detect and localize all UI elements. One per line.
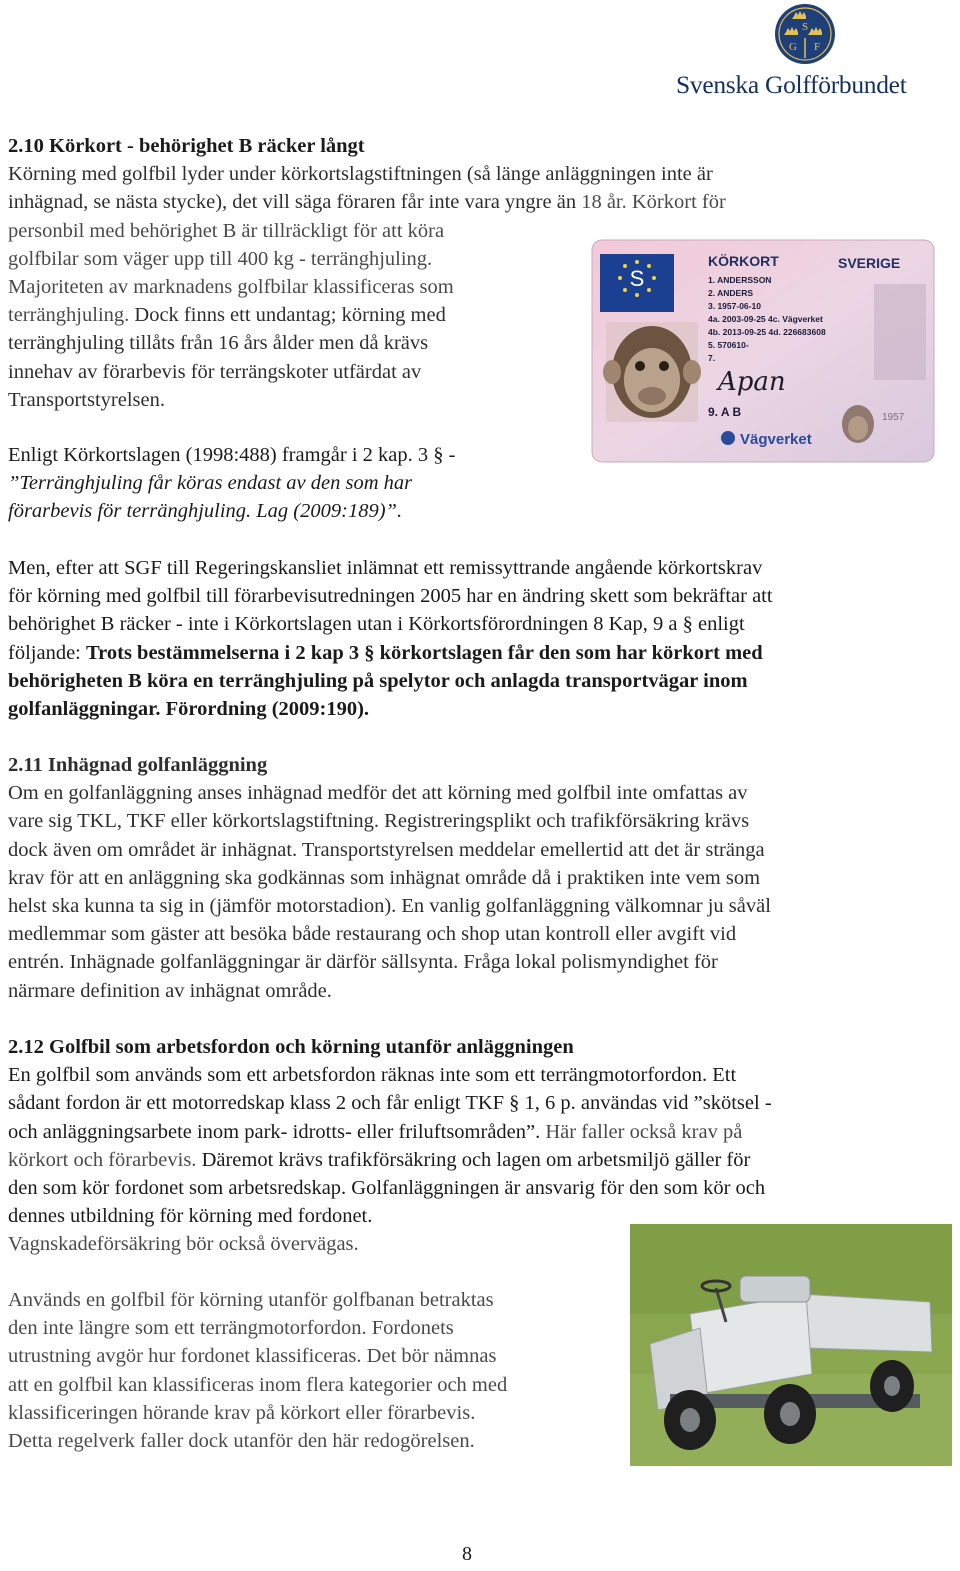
- s212-p2-line5: klassificeringen hörande krav på körkort eller förarbevis.: [8, 1401, 476, 1424]
- s210-line9: Transportstyrelsen.: [8, 388, 165, 411]
- crest-letter-g: G: [789, 41, 797, 53]
- section-2-12-paragraph2: [8, 1286, 507, 1455]
- law-line3: förarbevis för terränghjuling. Lag (2009:189)”.: [8, 500, 403, 523]
- men-line5: behörigheten B köra en terränghjuling på spelytor och anlagda transportvägar inom: [8, 669, 748, 692]
- card-field-7: 7.: [708, 353, 716, 363]
- s211-line7: entrén. Inhägnade golfanläggningar är därför sällsynta. Fråga lokal polismyndighet för: [8, 951, 718, 974]
- section-2-12-heading: 2.12 Golfbil som arbetsfordon och körning utanför anläggningen: [8, 1036, 574, 1058]
- paragraph-regulation: [8, 554, 773, 723]
- law-line1: Enligt Körkortslagen (1998:488) framgår i 2 kap. 3 § -: [8, 444, 456, 466]
- men-line6: golfanläggningar. Förordning (2009:190).: [8, 698, 370, 721]
- s212-line1: En golfbil som används som ett arbetsfordon räknas inte som ett terrängmotorfordon. Ett: [8, 1064, 737, 1087]
- crest-letter-s: S: [801, 21, 809, 33]
- card-issuer: Vägverket: [740, 431, 812, 448]
- s210-line1: Körning med golfbil lyder under körkortslagstiftningen (så länge anläggningen inte är: [8, 163, 713, 186]
- card-country: SVERIGE: [838, 255, 901, 271]
- s210-line3: personbil med behörighet B är tillräckligt för att köra: [8, 219, 445, 242]
- s211-line1: Om en golfanläggning anses inhägnad medför det att körning med golfbil inte omfattas av: [8, 782, 748, 805]
- men-line2: för körning med golfbil till förarbevisutredningen 2005 har en ändring skett som bekräftar att: [8, 585, 773, 608]
- section-2-11: [8, 751, 771, 1005]
- s212-p2-line2: den inte längre som ett terrängmotorfordon. Fordonets: [8, 1317, 454, 1340]
- card-field-9: 9. A B: [708, 405, 742, 419]
- org-logo: [676, 2, 936, 98]
- s212-line4: körkort och förarbevis. Däremot krävs trafikförsäkring och lagen om arbetsmiljö gäller för: [8, 1148, 751, 1171]
- s210-line6: terränghjuling. Dock finns ett undantag; körning med: [8, 304, 446, 327]
- s212-line3: och anläggningsarbete inom park- idrotts- eller friluftsområden”. Här faller också krav på: [8, 1120, 743, 1143]
- men-line3: behörighet B räcker - inte i Körkortslagen utan i Körkortsförordningen 8 Kap, 9 a § enligt: [8, 613, 745, 636]
- s211-line2: vare sig TKL, TKF eller körkortslagstiftning. Registreringsplikt och trafikförsäkring krävs: [8, 810, 750, 833]
- s212-p2-line1: Används en golfbil för körning utanför golfbanan betraktas: [8, 1289, 494, 1311]
- card-field-2: 2. ANDERS: [708, 288, 754, 298]
- s212-p2-line6: Detta regelverk faller dock utanför den här redogörelsen.: [8, 1430, 475, 1453]
- s210-line7: terränghjuling tillåts från 16 års ålder men då krävs: [8, 332, 429, 355]
- card-field-4a: 4a. 2003-09-25 4c. Vägverket: [708, 314, 823, 324]
- card-field-5: 5. 570610-: [708, 340, 749, 350]
- drivers-license-image: [590, 238, 936, 464]
- card-small-year: 1957: [882, 412, 905, 423]
- section-2-11-heading: 2.11 Inhägnad golfanläggning: [8, 754, 268, 776]
- s210-line4: golfbilar som väger upp till 400 kg - terränghjuling.: [8, 247, 433, 270]
- s212-p2-line3: utrustning avgör hur fordonet klassificeras. Det bör nämnas: [8, 1345, 497, 1368]
- s212-line7: Vagnskadeförsäkring bör också övervägas.: [8, 1233, 359, 1256]
- card-field-3: 3. 1957-06-10: [708, 301, 761, 311]
- s211-line5: helst ska kunna ta sig in (jämför motorstadion). En vanlig golfanläggning välkomnar ju såväl: [8, 895, 771, 918]
- section-2-10-heading: 2.10 Körkort - behörighet B räcker långt: [8, 135, 365, 157]
- s211-line8: närmare definition av inhägnat område.: [8, 979, 332, 1002]
- s212-line2: sådant fordon är ett motorredskap klass 2 och får enligt TKF § 1, 6 p. användas vid ”skötsel -: [8, 1092, 772, 1115]
- s211-line4: krav för att en anläggning ska godkännas som inhägnat område då i praktiken inte vem som: [8, 866, 761, 889]
- s210-line5: Majoriteten av marknadens golfbilar klassificeras som: [8, 276, 454, 299]
- s212-p2-line4: att en golfbil kan klassificeras inom flera kategorier och med: [8, 1373, 508, 1396]
- s211-line6: medlemmar som gäster att besöka både restaurang och shop utan kontroll eller avgift vid: [8, 923, 737, 946]
- s210-line2: inhägnad, se nästa stycke), det vill säga föraren får inte vara yngre än 18 år. Körkort för: [8, 191, 726, 214]
- crest-icon: [772, 2, 838, 66]
- s210-line8: innehav av förarbevis för terrängskoter utfärdat av: [8, 360, 422, 383]
- org-name: Svenska Golfförbundet: [676, 70, 907, 99]
- men-line4: följande: Trots bestämmelserna i 2 kap 3 § körkortslagen får den som har körkort med: [8, 641, 763, 664]
- s212-line6: dennes utbildning för körning med fordonet.: [8, 1205, 373, 1228]
- men-line1: Men, efter att SGF till Regeringskansliet inlämnat ett remissyttrande angående körkortskrav: [8, 557, 763, 579]
- card-title: KÖRKORT: [708, 253, 779, 269]
- portrait-photo: [603, 322, 701, 422]
- s211-line3: dock även om området är inhägnat. Transportstyrelsen meddelar emellertid att det är stränga: [8, 838, 765, 861]
- law-line2: ”Terränghjuling får köras endast av den som har: [8, 472, 413, 495]
- card-field-4b: 4b. 2013-09-25 4d. 226683608: [708, 327, 826, 337]
- card-signature: Apan: [718, 367, 786, 397]
- page-number: 8: [462, 1543, 472, 1565]
- s212-line5: den som kör fordonet som arbetsredskap. Golfanläggningen är ansvarig för den som kör och: [8, 1177, 766, 1200]
- law-quote: [8, 441, 455, 526]
- crest-letter-f: F: [813, 41, 821, 53]
- card-field-1: 1. ANDERSSON: [708, 275, 772, 285]
- golf-cart-photo: [630, 1224, 952, 1466]
- eu-letter: S: [629, 266, 645, 291]
